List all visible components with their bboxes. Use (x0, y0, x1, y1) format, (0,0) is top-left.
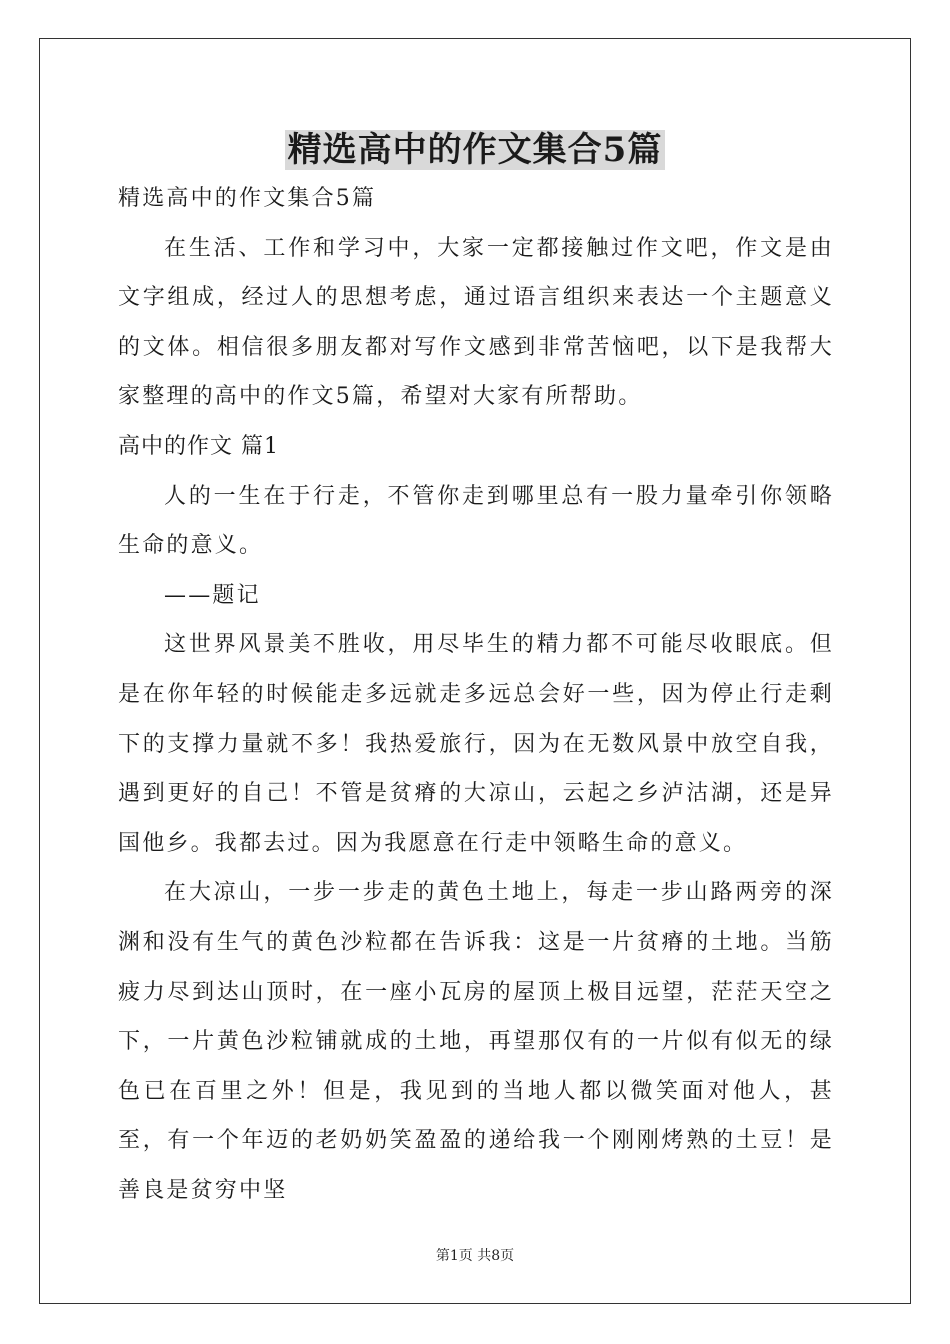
document-body (118, 174, 834, 1215)
intro-paragraph: 在生活、工作和学习中，大家一定都接触过作文吧，作文是由文字组成，经过人的思想考虑，通过语言组织来表达一个主题意义的文体。相信很多朋友都对写作文感到非常苦恼吧，以下是我帮大家整理的高中的作文5篇，希望对大家有所帮助。 (118, 235, 834, 410)
document-title-text: 精选高中的作文集合5篇 (285, 130, 666, 170)
document-title (0, 122, 950, 178)
body-paragraph: 人的一生在于行走，不管你走到哪里总有一股力量牵引你领略生命的意义。 (118, 483, 834, 559)
body-paragraph: 这世界风景美不胜收，用尽毕生的精力都不可能尽收眼底。但是在你年轻的时候能走多远就走多远总会好一些，因为停止行走剩下的支撑力量就不多！我热爱旅行，因为在无数风景中放空自我，遇到更好的自己！不管是贫瘠的大凉山，云起之乡泸沽湖，还是异国他乡。我都去过。因为我愿意在行走中领略生命的意义。 (118, 632, 834, 856)
section-heading: 高中的作文 篇1 (118, 433, 279, 459)
epigraph-attribution: ——题记 (164, 582, 261, 608)
subtitle-line: 精选高中的作文集合5篇 (118, 186, 377, 211)
body-paragraph: 在大凉山，一步一步走的黄色土地上，每走一步山路两旁的深渊和没有生气的黄色沙粒都在告诉我：这是一片贫瘠的土地。当筋疲力尽到达山顶时，在一座小瓦房的屋顶上极目远望，茫茫天空之下，一片黄色沙粒铺就成的土地，再望那仅有的一片似有似无的绿色已在百里之外！但是，我见到的当地人都以微笑面对他人，甚至，有一个年迈的老奶奶笑盈盈的递给我一个刚刚烤熟的土豆！是善良是贫穷中坚 (118, 880, 834, 1203)
page-number-footer: 第1页 共8页 (435, 1248, 515, 1264)
